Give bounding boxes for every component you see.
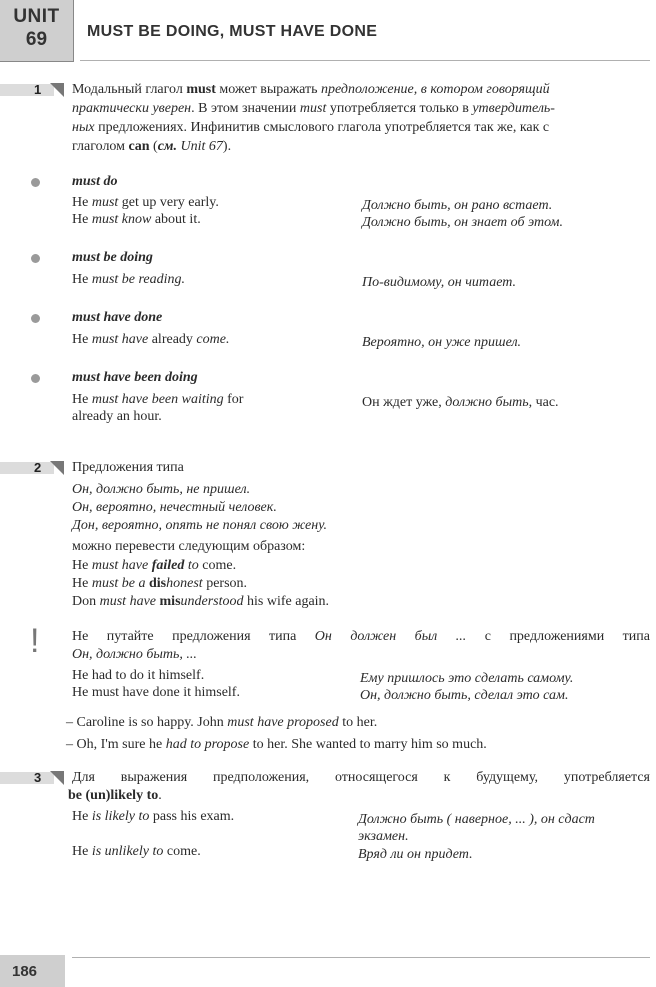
marker-triangle-icon [50, 83, 64, 97]
section-2-marker [0, 460, 70, 476]
bullet-icon [31, 374, 40, 383]
translation-ru: Вероятно, он уже пришел. [362, 335, 522, 350]
section-1-marker [0, 82, 70, 98]
example-en: He must be reading. [72, 272, 186, 287]
example-ru: Он, должно быть, не пришел. [72, 482, 251, 497]
marker-bar [0, 84, 54, 96]
note-line: Он, должно быть, ... [72, 647, 197, 662]
marker-triangle-icon [50, 771, 64, 785]
marker-bar [0, 772, 54, 784]
example-ru: Он, вероятно, нечестный человек. [72, 500, 277, 515]
translation-ru: Он ждет уже, должно быть, час. [362, 395, 559, 410]
marker-triangle-icon [50, 461, 64, 475]
footer-divider [72, 957, 650, 958]
example-en: He must have done it himself. [72, 685, 240, 700]
section-number: 1 [34, 82, 42, 97]
section-2-intro: Предложения типа [72, 460, 184, 475]
section-3-marker [0, 770, 70, 786]
page-number: 186 [12, 963, 38, 980]
page-title: MUST BE DOING, MUST HAVE DONE [87, 23, 378, 40]
example-ru: Дон, вероятно, опять не понял свою жену. [72, 518, 328, 533]
example-en: He must get up very early. [72, 195, 219, 210]
unit-number: 69 [25, 29, 48, 50]
example-en: He had to do it himself. [72, 668, 205, 683]
unit-label: UNIT [13, 6, 60, 27]
section-number: 2 [34, 460, 42, 475]
example-en: He must be a dishonest person. [72, 576, 248, 591]
header-divider [80, 60, 650, 61]
section-3-intro: Для выражения предположения, относящегося к будущему, употребляется [72, 770, 650, 785]
example-en: Don must have misunderstood his wife again. [72, 594, 330, 609]
form-heading: must do [72, 174, 118, 189]
bullet-icon [31, 314, 40, 323]
section-3-intro: be (un)likely to. [68, 788, 162, 803]
translation-ru: Вряд ли он придет. [358, 847, 473, 862]
translation-ru: Должно быть, он рано встает. [362, 198, 553, 213]
example-en: He is likely to pass his exam. [72, 809, 235, 824]
example-en: He must know about it. [72, 212, 201, 227]
dialogue-line: – Caroline is so happy. John must have proposed to her. [66, 715, 378, 730]
example-en: already an hour. [72, 409, 162, 424]
translation-ru: Он, должно быть, сделал это сам. [360, 688, 569, 703]
exclamation-icon: ! [30, 622, 40, 660]
form-heading: must be doing [72, 250, 153, 265]
unit-badge [0, 0, 74, 62]
translation-ru: Ему пришлось это сделать самому. [360, 671, 574, 686]
form-heading: must have been doing [72, 370, 198, 385]
section-number: 3 [34, 770, 42, 785]
bullet-icon [31, 254, 40, 263]
form-heading: must have done [72, 310, 163, 325]
page-number-box [0, 955, 65, 987]
marker-bar [0, 462, 54, 474]
example-en: He is unlikely to come. [72, 844, 201, 859]
example-en: He must have already come. [72, 332, 230, 347]
example-en: He must have failed to come. [72, 558, 237, 573]
bullet-icon [31, 178, 40, 187]
section-2-mid: можно перевести следующим образом: [72, 539, 306, 554]
translation-ru: По-видимому, он читает. [362, 275, 516, 290]
section-1-intro: Модальный глагол must может выражать предположение, в котором говорящий практически уверен. В этом значении must употребляется только в утвердитель- ных предложениях. Инфинитив смыслового глагола употребляется так же, как с глаголом can (см. Unit 67). [72, 82, 555, 154]
dialogue-line: – Oh, I'm sure he had to propose to her. She wanted to marry him so much. [66, 737, 487, 752]
translation-ru: экзамен. [358, 829, 409, 844]
translation-ru: Должно быть, он знает об этом. [362, 215, 563, 230]
example-en: He must have been waiting for [72, 392, 244, 407]
translation-ru: Должно быть ( наверное, ... ), он сдаст [358, 812, 595, 827]
note-line: Не путайте предложения типа Он должен был ... с предложениями типа [72, 629, 650, 644]
